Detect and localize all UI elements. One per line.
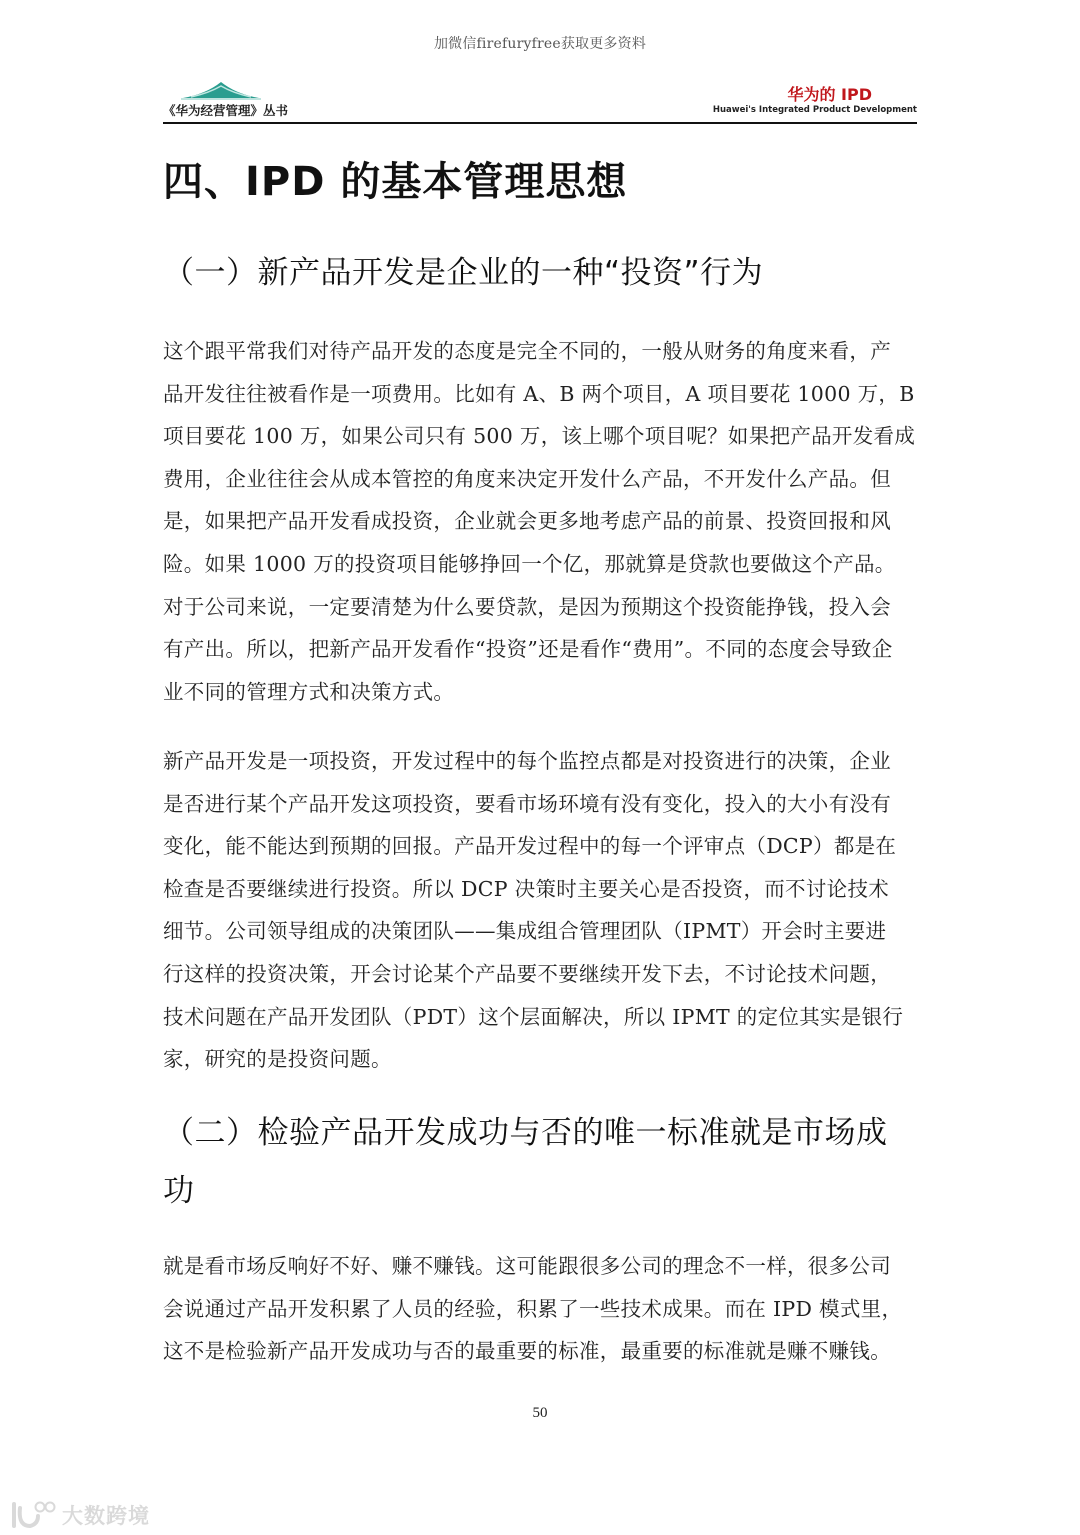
- series-branding: [163, 78, 343, 122]
- paragraph-line: 细节。公司领导组成的决策团队——集成组合管理团队（IPMT）开会时主要进: [163, 919, 887, 944]
- header-divider: [163, 122, 917, 124]
- paragraph-line: 对于公司来说，一定要清楚为什么要贷款，是因为预期这个投资能挣钱，投入会: [163, 594, 891, 619]
- top-watermark: 加微信firefuryfree获取更多资料: [433, 36, 647, 52]
- paragraph-line: 是，如果把产品开发看成投资，企业就会更多地考虑产品的前景、投资回报和风: [163, 509, 891, 534]
- paragraph-line: 有产出。所以，把新产品开发看作“投资”还是看作“费用”。不同的态度会导致企: [163, 637, 893, 662]
- paragraph-line: 项目要花 100 万，如果公司只有 500 万，该上哪个项目呢？如果把产品开发看成: [163, 424, 916, 449]
- section-title-line: （二）检验产品开发成功与否的唯一标准就是市场成: [163, 1115, 888, 1151]
- corner-watermark-text: 大数跨境: [62, 1504, 150, 1528]
- paragraph-line: 是否进行某个产品开发这项投资，要看市场环境有没有变化，投入的大小有没有: [163, 791, 891, 816]
- paragraph-line: 技术问题在产品开发团队（PDT）这个层面解决，所以 IPMT 的定位其实是银行: [163, 1004, 904, 1029]
- paragraph-line: 检查是否要继续进行投资。所以 DCP 决策时主要关心是否投资，而不讨论技术: [163, 876, 890, 901]
- section-title-1: （一）新产品开发是企业的一种“投资”行为: [163, 255, 764, 291]
- paragraph-line: 费用，企业往往会从成本管控的角度来决定开发什么产品，不开发什么产品。但: [163, 466, 891, 491]
- paragraph-line: 新产品开发是一项投资，开发过程中的每个监控点都是对投资进行的决策，企业: [163, 749, 891, 773]
- page-number: 50: [532, 1405, 548, 1421]
- paragraph-line: 就是看市场反响好不好、赚不赚钱。这可能跟很多公司的理念不一样，很多公司: [163, 1254, 891, 1278]
- paragraph-3: [163, 1245, 919, 1373]
- series-title: 《华为经营管理》丛书: [163, 103, 289, 118]
- book-title: 华为的 IPD: [787, 85, 872, 104]
- book-branding: [713, 86, 917, 116]
- paragraph-line: 家，研究的是投资问题。: [163, 1047, 392, 1072]
- chapter-title: 四、IPD 的基本管理思想: [163, 159, 628, 205]
- paragraph-line: 品开发往往被看作是一项费用。比如有 A、B 两个项目，A 项目要花 1000 万，B: [163, 381, 915, 406]
- paragraph-line: 会说通过产品开发积累了人员的经验，积累了一些技术成果。而在 IPD 模式里，: [163, 1296, 903, 1321]
- mountain-logo-icon: [181, 78, 261, 100]
- paragraph-line: 这不是检验新产品开发成功与否的最重要的标准，最重要的标准就是赚不赚钱。: [163, 1339, 891, 1364]
- section-title-2: [163, 1104, 923, 1220]
- paragraph-line: 变化，能不能达到预期的回报。产品开发过程中的每一个评审点（DCP）都是在: [163, 834, 897, 859]
- paragraph-1: [163, 330, 919, 713]
- book-subtitle: Huawei's Integrated Product Development: [712, 105, 917, 115]
- corner-watermark: [10, 1498, 150, 1532]
- paragraph-2: [163, 740, 919, 1081]
- paragraph-line: 险。如果 1000 万的投资项目能够挣回一个亿，那就算是贷款也要做这个产品。: [163, 551, 896, 576]
- brand-logo-icon: [10, 1500, 56, 1530]
- paragraph-line: 这个跟平常我们对待产品开发的态度是完全不同的，一般从财务的角度来看，产: [163, 339, 891, 363]
- paragraph-line: 行这样的投资决策，开会讨论某个产品要不要继续开发下去，不讨论技术问题，: [163, 961, 891, 986]
- section-title-line: 功: [163, 1173, 195, 1209]
- paragraph-line: 业不同的管理方式和决策方式。: [163, 679, 455, 704]
- page-header: [163, 78, 917, 122]
